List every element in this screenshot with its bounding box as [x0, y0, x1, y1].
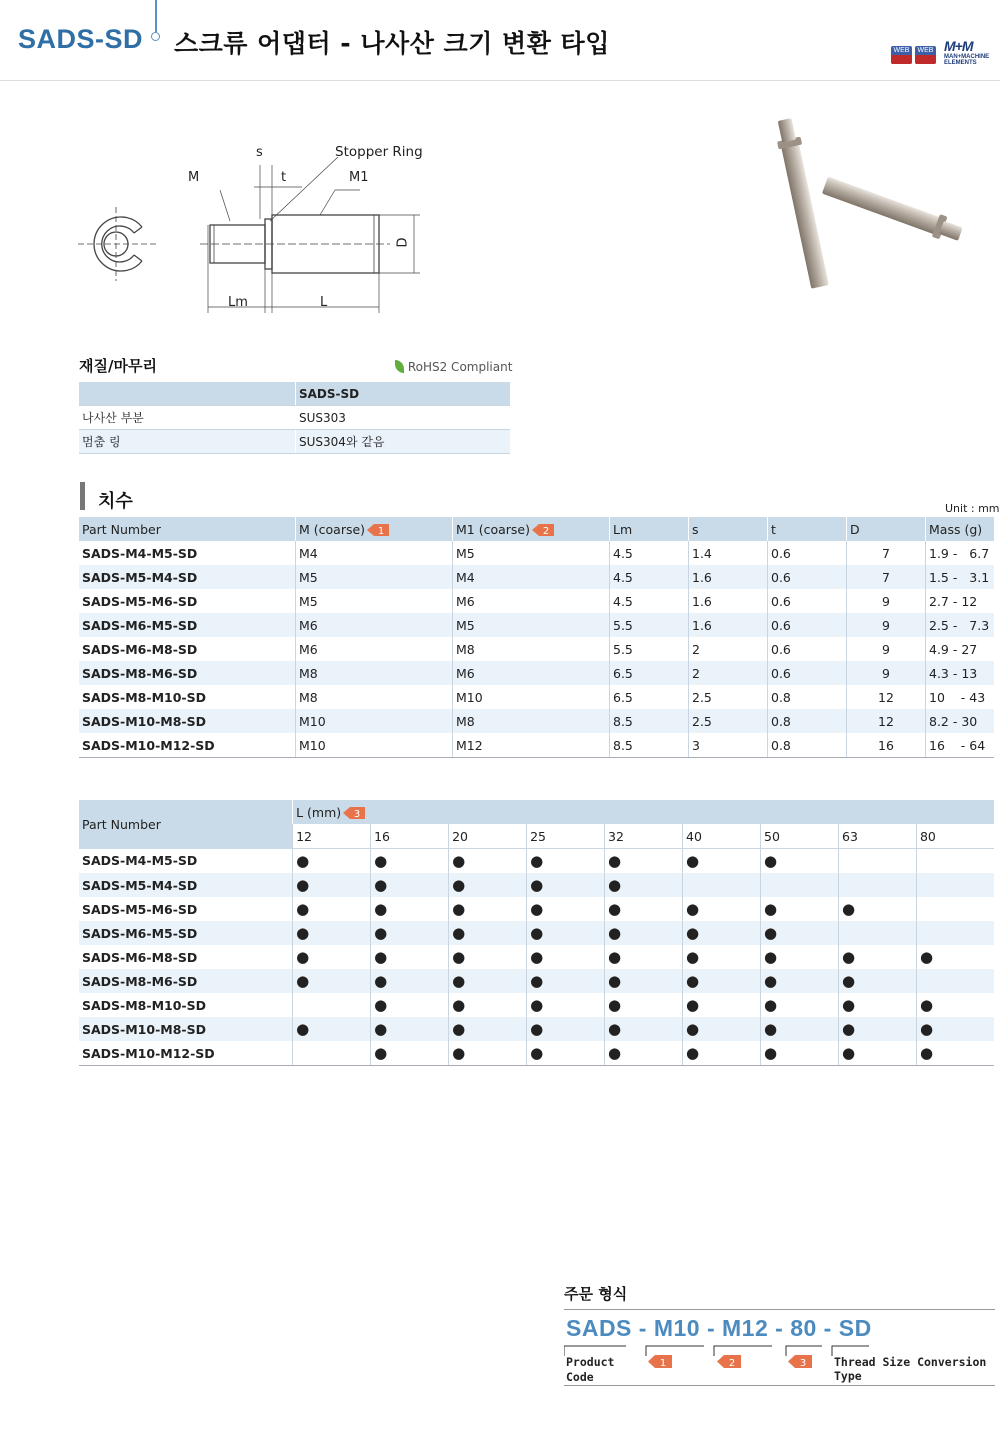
material-table: [79, 382, 510, 454]
table-cell: 4.5: [610, 589, 689, 613]
availability-mark: ●: [449, 873, 527, 897]
availability-mark: ●: [683, 1017, 761, 1041]
dimensions-heading: 치수: [98, 491, 133, 512]
part-number-cell: SADS-M8-M10-SD: [82, 997, 206, 1013]
availability-mark: ●: [371, 1041, 449, 1066]
tag-1-icon: [367, 524, 389, 536]
table-cell: 8.5: [610, 709, 689, 733]
label-l: L: [320, 295, 328, 310]
availability-mark: [916, 921, 994, 945]
availability-mark: ●: [761, 1017, 839, 1041]
availability-mark: ●: [293, 969, 371, 993]
col-s: s: [689, 517, 768, 541]
part-number-cell: SADS-M6-M5-SD: [79, 921, 293, 945]
table-cell: 16 - 64: [926, 733, 995, 758]
availability-mark: ●: [761, 945, 839, 969]
table-cell: 9: [847, 613, 926, 637]
product-photo: [750, 115, 1000, 295]
tag-3-icon: [343, 807, 365, 819]
availability-mark: ●: [293, 849, 371, 874]
leaf-icon: [395, 360, 404, 373]
web-button-2[interactable]: WEB: [915, 46, 936, 64]
product-code-label: Product Code: [566, 1355, 615, 1384]
table-cell: 6.5: [610, 685, 689, 709]
table-cell: M8: [296, 685, 453, 709]
availability-mark: ●: [293, 1017, 371, 1041]
header-divider-dot: [151, 32, 160, 41]
table-cell: M10: [296, 733, 453, 758]
availability-mark: ●: [293, 921, 371, 945]
len-col-32: 32: [605, 824, 683, 849]
availability-mark: ●: [683, 945, 761, 969]
availability-mark: ●: [527, 897, 605, 921]
table-row: [79, 921, 994, 945]
table-cell: 5.5: [610, 637, 689, 661]
table-row: [79, 733, 994, 758]
technical-drawing: [70, 135, 450, 325]
table-row: [79, 661, 994, 685]
table-cell: 0.6: [768, 541, 847, 565]
material-part: 멈춤 링: [79, 430, 296, 454]
availability-mark: ●: [293, 873, 371, 897]
availability-mark: ●: [527, 945, 605, 969]
availability-mark: ●: [683, 1041, 761, 1066]
availability-mark: ●: [839, 969, 917, 993]
availability-mark: ●: [839, 945, 917, 969]
table-cell: 2: [689, 661, 768, 685]
len-col-80: 80: [916, 824, 994, 849]
table-cell: M4: [296, 541, 453, 565]
unit-label: Unit : mm: [945, 502, 1000, 515]
len-col-40: 40: [683, 824, 761, 849]
table-cell: 0.6: [768, 565, 847, 589]
table-cell: M5: [453, 613, 610, 637]
table-cell: 9: [847, 589, 926, 613]
series-name: SADS-SD: [18, 24, 144, 54]
table-cell: M6: [296, 613, 453, 637]
table-cell: 9: [847, 637, 926, 661]
availability-mark: ●: [527, 993, 605, 1017]
table-cell: 2.7 - 12: [926, 589, 995, 613]
table-cell: 8.2 - 30: [926, 709, 995, 733]
table-cell: 16: [847, 733, 926, 758]
web-button-1[interactable]: WEB: [891, 46, 912, 64]
availability-mark: [839, 849, 917, 874]
table-row: [79, 541, 994, 565]
table-cell: M12: [453, 733, 610, 758]
col-m1: M1 (coarse) 2: [453, 517, 610, 541]
stopper-ring-end-view: [78, 207, 158, 281]
order-tag-3-icon: [788, 1355, 812, 1368]
table-cell: 12: [847, 709, 926, 733]
col-m: M (coarse) 1: [296, 517, 453, 541]
availability-mark: ●: [605, 945, 683, 969]
table-cell: 4.3 - 13: [926, 661, 995, 685]
table-cell: M10: [453, 685, 610, 709]
table-cell: M5: [296, 589, 453, 613]
material-heading: 재질/마무리: [79, 357, 157, 375]
table-row: [79, 685, 994, 709]
availability-mark: ●: [605, 873, 683, 897]
table-row: [79, 993, 994, 1017]
table-row: [79, 873, 994, 897]
part-number-cell: SADS-M10-M8-SD: [79, 709, 296, 733]
table-cell: 12: [847, 685, 926, 709]
availability-mark: [916, 873, 994, 897]
svg-text:2: 2: [542, 526, 550, 536]
availability-mark: ●: [605, 993, 683, 1017]
availability-mark: ●: [371, 873, 449, 897]
availability-mark: ●: [916, 1041, 994, 1066]
table-cell: 2.5: [689, 685, 768, 709]
table-cell: 0.8: [768, 733, 847, 758]
availability-mark: ●: [916, 1017, 994, 1041]
availability-mark: [293, 1041, 371, 1066]
screw-side-view: [200, 157, 420, 313]
table-cell: 8.5: [610, 733, 689, 758]
length-table: [79, 800, 994, 1066]
table-row: [79, 969, 994, 993]
availability-mark: ●: [371, 945, 449, 969]
len-col-50: 50: [761, 824, 839, 849]
table-row: [79, 1017, 994, 1041]
table-cell: 0.8: [768, 685, 847, 709]
availability-mark: ●: [605, 969, 683, 993]
order-tag-1-icon: [648, 1355, 672, 1368]
availability-mark: ●: [527, 921, 605, 945]
availability-mark: ●: [293, 945, 371, 969]
availability-mark: [839, 873, 917, 897]
table-cell: 0.6: [768, 613, 847, 637]
table-row: [79, 637, 994, 661]
order-rule-bottom: [564, 1385, 995, 1386]
table-row: [79, 897, 994, 921]
table-cell: M8: [453, 709, 610, 733]
table-cell: 0.6: [768, 661, 847, 685]
type-label: Thread Size Conversion Type: [834, 1355, 987, 1383]
part-number-cell: SADS-M10-M12-SD: [79, 1041, 293, 1066]
table-cell: M5: [296, 565, 453, 589]
svg-text:3: 3: [353, 809, 361, 819]
availability-mark: ●: [371, 921, 449, 945]
availability-mark: ●: [449, 993, 527, 1017]
table-cell: M6: [453, 661, 610, 685]
part-number-cell: SADS-M5-M6-SD: [82, 593, 198, 609]
table-row: [79, 589, 994, 613]
table-cell: 7: [847, 541, 926, 565]
material-value: SUS304와 같음: [296, 430, 511, 454]
availability-mark: ●: [683, 969, 761, 993]
availability-mark: ●: [761, 993, 839, 1017]
table-row: [79, 565, 994, 589]
svg-text:3: 3: [799, 1358, 807, 1368]
availability-mark: ●: [605, 897, 683, 921]
table-cell: 1.6: [689, 613, 768, 637]
availability-mark: ●: [916, 993, 994, 1017]
table-cell: 0.8: [768, 709, 847, 733]
table-row: [79, 709, 994, 733]
table-cell: 10 - 43: [926, 685, 995, 709]
table-cell: 1.9 - 6.7: [926, 541, 995, 565]
order-rule-top: [564, 1309, 995, 1310]
tag-2-icon: [532, 524, 554, 536]
table-cell: 1.4: [689, 541, 768, 565]
header-rule: [0, 80, 1000, 81]
table-cell: 6.5: [610, 661, 689, 685]
label-m: M: [188, 170, 200, 185]
availability-mark: ●: [761, 1041, 839, 1066]
len-col-20: 20: [449, 824, 527, 849]
material-col-header: SADS-SD: [296, 382, 511, 406]
availability-mark: ●: [527, 1017, 605, 1041]
table-cell: 4.5: [610, 565, 689, 589]
svg-text:2: 2: [728, 1358, 736, 1368]
table-cell: 2.5 - 7.3: [926, 613, 995, 637]
len-col-12: 12: [293, 824, 371, 849]
availability-mark: ●: [683, 897, 761, 921]
table-row: [79, 1041, 994, 1066]
availability-mark: ●: [761, 897, 839, 921]
table-cell: 4.9 - 27: [926, 637, 995, 661]
availability-mark: ●: [683, 849, 761, 874]
part-number-cell: SADS-M6-M8-SD: [82, 949, 198, 965]
part-number-cell: SADS-M10-M8-SD: [79, 1017, 293, 1041]
material-part: 나사산 부분: [79, 406, 296, 430]
table-cell: 0.6: [768, 589, 847, 613]
part-number-cell: SADS-M5-M4-SD: [79, 873, 293, 897]
label-stopper-ring: Stopper Ring: [335, 144, 423, 160]
table-cell: 0.6: [768, 637, 847, 661]
availability-mark: ●: [839, 993, 917, 1017]
table-cell: M4: [453, 565, 610, 589]
order-code: SADS - M10 - M12 - 80 - SD: [566, 1315, 872, 1341]
availability-mark: ●: [449, 1041, 527, 1066]
col-mass: Mass (g): [926, 517, 995, 541]
material-value: SUS303: [296, 406, 511, 430]
availability-mark: ●: [449, 1017, 527, 1041]
availability-mark: ●: [371, 1017, 449, 1041]
availability-mark: [683, 873, 761, 897]
availability-mark: ●: [527, 1041, 605, 1066]
label-d: D: [395, 237, 411, 248]
label-lm: Lm: [228, 295, 248, 310]
col-d: D: [847, 517, 926, 541]
availability-mark: ●: [761, 969, 839, 993]
part-number-cell: SADS-M8-M6-SD: [79, 969, 293, 993]
order-tag-2-icon: [717, 1355, 741, 1368]
part-number-cell: SADS-M6-M8-SD: [82, 641, 198, 657]
table-row: [79, 613, 994, 637]
dimensions-table: [79, 517, 994, 758]
label-t: t: [281, 170, 287, 185]
availability-mark: ●: [527, 849, 605, 874]
table-cell: 1.5 - 3.1: [926, 565, 995, 589]
availability-mark: ●: [761, 849, 839, 874]
availability-mark: ●: [839, 1017, 917, 1041]
label-m1: M1: [349, 170, 369, 185]
availability-mark: [916, 969, 994, 993]
availability-mark: ●: [605, 921, 683, 945]
availability-mark: [916, 849, 994, 874]
availability-mark: [761, 873, 839, 897]
availability-mark: ●: [371, 993, 449, 1017]
availability-mark: ●: [449, 969, 527, 993]
availability-mark: ●: [839, 897, 917, 921]
col-lm: Lm: [610, 517, 689, 541]
availability-mark: ●: [605, 849, 683, 874]
part-number-cell: SADS-M10-M12-SD: [79, 733, 296, 758]
availability-mark: [839, 921, 917, 945]
col-t: t: [768, 517, 847, 541]
len-col-25: 25: [527, 824, 605, 849]
availability-mark: ●: [449, 849, 527, 874]
availability-mark: ●: [683, 921, 761, 945]
part-number-cell: SADS-M5-M6-SD: [82, 901, 198, 917]
table-cell: 5.5: [610, 613, 689, 637]
availability-mark: [916, 897, 994, 921]
header-divider: [155, 0, 157, 32]
svg-text:1: 1: [659, 1358, 667, 1368]
table-cell: M5: [453, 541, 610, 565]
part-number-cell: SADS-M4-M5-SD: [82, 545, 198, 561]
table-cell: M8: [453, 637, 610, 661]
availability-mark: ●: [449, 921, 527, 945]
col-part-number: Part Number: [79, 517, 296, 541]
availability-mark: ●: [293, 897, 371, 921]
page-title: 스크류 어댑터 - 나사산 크기 변환 타입: [174, 29, 610, 58]
svg-text:1: 1: [377, 526, 385, 536]
availability-mark: ●: [605, 1017, 683, 1041]
table-cell: M6: [453, 589, 610, 613]
table-cell: 2: [689, 637, 768, 661]
availability-mark: ●: [371, 897, 449, 921]
table-cell: 4.5: [610, 541, 689, 565]
availability-mark: ●: [916, 945, 994, 969]
availability-mark: ●: [449, 945, 527, 969]
availability-mark: ●: [761, 921, 839, 945]
availability-mark: ●: [527, 969, 605, 993]
len-col-16: 16: [371, 824, 449, 849]
label-s: s: [256, 145, 263, 160]
availability-mark: ●: [683, 993, 761, 1017]
availability-mark: ●: [371, 969, 449, 993]
section-bar: [80, 482, 85, 510]
len-col-63: 63: [839, 824, 917, 849]
len-col-part-number: Part Number: [79, 800, 293, 849]
part-number-cell: SADS-M4-M5-SD: [82, 853, 198, 869]
part-number-cell: SADS-M6-M5-SD: [79, 613, 296, 637]
availability-mark: [293, 993, 371, 1017]
table-cell: 1.6: [689, 565, 768, 589]
table-cell: 3: [689, 733, 768, 758]
rohs-badge: RoHS2 Compliant: [395, 360, 512, 374]
table-cell: 7: [847, 565, 926, 589]
brand-logo: M+M MAN+MACHINE ELEMENTS: [944, 38, 990, 66]
table-cell: M6: [296, 637, 453, 661]
order-heading: 주문 형식: [564, 1285, 628, 1303]
availability-mark: ●: [371, 849, 449, 874]
availability-mark: ●: [527, 873, 605, 897]
table-row: [79, 849, 994, 874]
table-cell: M10: [296, 709, 453, 733]
table-cell: M8: [296, 661, 453, 685]
table-row: [79, 945, 994, 969]
table-cell: 1.6: [689, 589, 768, 613]
availability-mark: ●: [449, 897, 527, 921]
table-cell: 9: [847, 661, 926, 685]
len-col-l: L (mm) 3: [293, 800, 994, 824]
part-number-cell: SADS-M5-M4-SD: [79, 565, 296, 589]
part-number-cell: SADS-M8-M10-SD: [82, 689, 206, 705]
availability-mark: ●: [605, 1041, 683, 1066]
availability-mark: ●: [839, 1041, 917, 1066]
table-cell: 2.5: [689, 709, 768, 733]
part-number-cell: SADS-M8-M6-SD: [79, 661, 296, 685]
